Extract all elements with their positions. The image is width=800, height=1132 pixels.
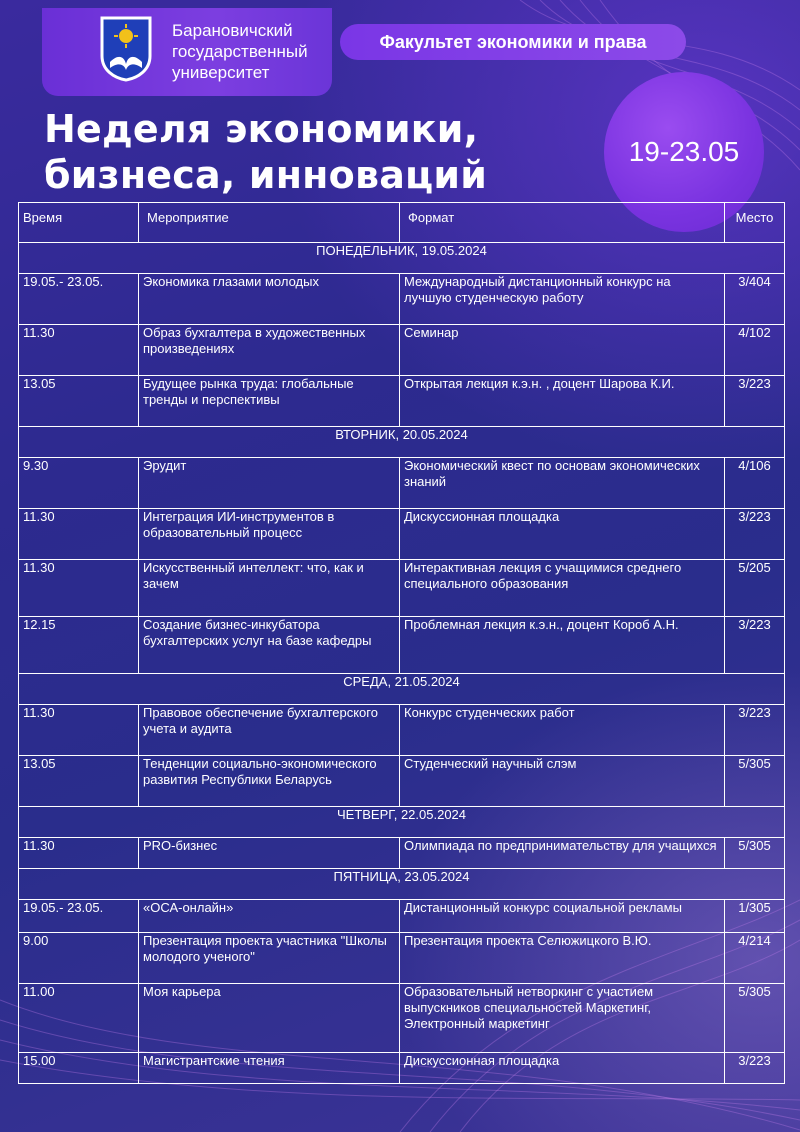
table-row: [19, 458, 785, 509]
row-place: 5/205: [725, 560, 785, 617]
day-header: СРЕДА, 21.05.2024: [19, 674, 785, 705]
table-row: [19, 984, 785, 1053]
row-time: 15.00: [19, 1053, 139, 1084]
row-event: Магистрантские чтения: [139, 1053, 400, 1084]
row-time: 19.05.- 23.05.: [19, 900, 139, 933]
row-place: 3/404: [725, 274, 785, 325]
day-header: ВТОРНИК, 20.05.2024: [19, 427, 785, 458]
row-format: Проблемная лекция к.э.н., доцент Короб А.Н.: [400, 617, 725, 674]
row-time: 9.00: [19, 933, 139, 984]
row-event: Создание бизнес-инкубатора бухгалтерских услуг на базе кафедры: [139, 617, 400, 674]
column-header-event: Мероприятие: [139, 203, 400, 243]
row-place: 3/223: [725, 705, 785, 756]
column-header-format: Формат: [400, 203, 725, 243]
row-place: 1/305: [725, 900, 785, 933]
date-range-badge: 19-23.05: [604, 72, 764, 232]
row-event: «ОСА-онлайн»: [139, 900, 400, 933]
table-row: [19, 900, 785, 933]
row-event: Эрудит: [139, 458, 400, 509]
row-place: 3/223: [725, 1053, 785, 1084]
row-time: 13.05: [19, 756, 139, 807]
row-time: 11.30: [19, 509, 139, 560]
column-header-place: Место: [725, 203, 785, 243]
row-place: 3/223: [725, 617, 785, 674]
row-format: Олимпиада по предпринимательству для учащихся: [400, 838, 725, 869]
row-place: 4/214: [725, 933, 785, 984]
faculty-badge: Факультет экономики и права: [340, 24, 686, 60]
row-event: Правовое обеспечение бухгалтерского учета и аудита: [139, 705, 400, 756]
university-name: Барановичский государственный университет: [172, 21, 308, 82]
schedule-table: [18, 202, 785, 1084]
row-format: Образовательный нетворкинг с участием выпускников специальностей Маркетинг, Электронный маркетинг: [400, 984, 725, 1053]
university-crest-icon: [100, 16, 152, 82]
table-row: [19, 617, 785, 674]
table-row: [19, 274, 785, 325]
row-event: Будущее рынка труда: глобальные тренды и перспективы: [139, 376, 400, 427]
row-format: Дискуссионная площадка: [400, 1053, 725, 1084]
table-row: [19, 933, 785, 984]
row-format: Открытая лекция к.э.н. , доцент Шарова К.И.: [400, 376, 725, 427]
row-format: Студенческий научный слэм: [400, 756, 725, 807]
row-time: 19.05.- 23.05.: [19, 274, 139, 325]
day-header: ПОНЕДЕЛЬНИК, 19.05.2024: [19, 243, 785, 274]
row-format: Экономический квест по основам экономических знаний: [400, 458, 725, 509]
row-format: Конкурс студенческих работ: [400, 705, 725, 756]
row-event: Тенденции социально-экономического развития Республики Беларусь: [139, 756, 400, 807]
row-place: 4/106: [725, 458, 785, 509]
row-place: 4/102: [725, 325, 785, 376]
row-time: 11.30: [19, 705, 139, 756]
row-time: 11.00: [19, 984, 139, 1053]
row-time: 11.30: [19, 325, 139, 376]
row-event: Экономика глазами молодых: [139, 274, 400, 325]
table-row: [19, 1053, 785, 1084]
row-format: Интерактивная лекция с учащимися среднего специального образования: [400, 560, 725, 617]
row-time: 11.30: [19, 838, 139, 869]
row-event: Искусственный интеллект: что, как и зачем: [139, 560, 400, 617]
row-place: 5/305: [725, 984, 785, 1053]
row-format: Семинар: [400, 325, 725, 376]
table-row: [19, 705, 785, 756]
row-place: 5/305: [725, 838, 785, 869]
table-row: [19, 560, 785, 617]
page-title: Неделя экономики, бизнеса, инноваций: [44, 107, 488, 197]
row-event: Презентация проекта участника "Школы молодого ученого": [139, 933, 400, 984]
day-header: ПЯТНИЦА, 23.05.2024: [19, 869, 785, 900]
column-header-time: Время: [19, 203, 139, 243]
row-event: Интеграция ИИ-инструментов в образовательный процесс: [139, 509, 400, 560]
row-place: 3/223: [725, 509, 785, 560]
row-time: 11.30: [19, 560, 139, 617]
row-format: Дискуссионная площадка: [400, 509, 725, 560]
row-place: 5/305: [725, 756, 785, 807]
row-event: PRO-бизнес: [139, 838, 400, 869]
row-place: 3/223: [725, 376, 785, 427]
row-time: 13.05: [19, 376, 139, 427]
table-row: [19, 756, 785, 807]
table-row: [19, 509, 785, 560]
row-time: 12.15: [19, 617, 139, 674]
table-row: [19, 376, 785, 427]
row-format: Дистанционный конкурс социальной рекламы: [400, 900, 725, 933]
table-row: [19, 838, 785, 869]
table-row: [19, 325, 785, 376]
day-header: ЧЕТВЕРГ, 22.05.2024: [19, 807, 785, 838]
row-format: Презентация проекта Селюжицкого В.Ю.: [400, 933, 725, 984]
row-format: Международный дистанционный конкурс на лучшую студенческую работу: [400, 274, 725, 325]
row-time: 9.30: [19, 458, 139, 509]
row-event: Моя карьера: [139, 984, 400, 1053]
row-event: Образ бухгалтера в художественных произведениях: [139, 325, 400, 376]
